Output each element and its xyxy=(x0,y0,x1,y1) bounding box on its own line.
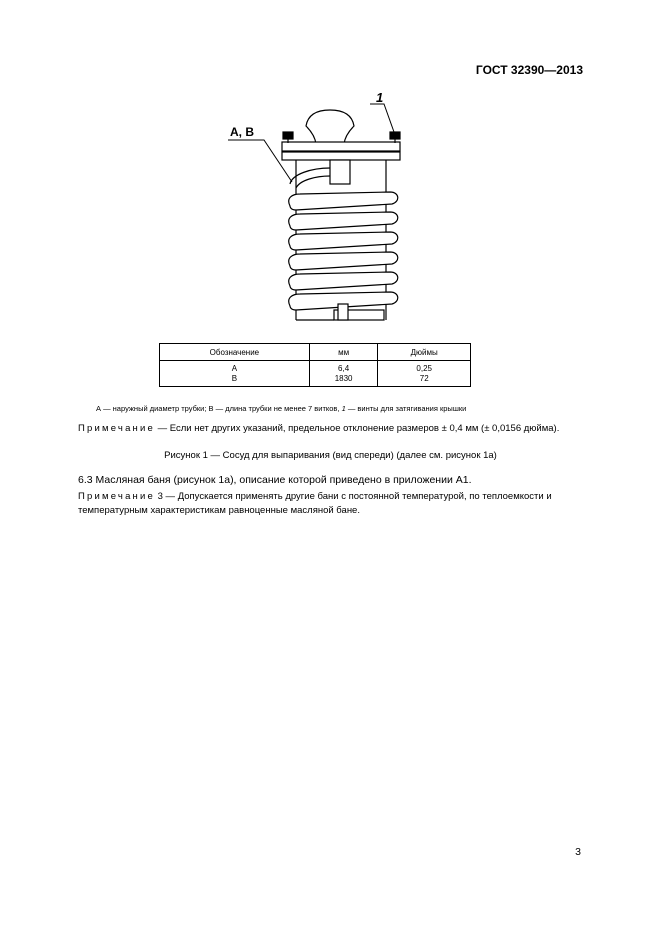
legend-num: 1 xyxy=(341,404,346,413)
legend-part1: А — наружный диаметр трубки; В — длина трубки не менее 7 витков, xyxy=(96,404,342,413)
page-header: ГОСТ 32390—2013 xyxy=(475,63,583,77)
note-3-text: 3 — Допускается применять другие бани с постоянной температурой, по теплоемкости и температурным характеристикам равноценные масляной бане. xyxy=(78,491,552,516)
lid-top-plate xyxy=(282,142,400,151)
coil xyxy=(289,192,398,310)
screw-right xyxy=(390,132,400,139)
mm-b: 1830 xyxy=(334,374,353,383)
table-row xyxy=(160,361,471,387)
designation-a: A xyxy=(231,364,238,373)
callout-1: 1 xyxy=(376,90,384,105)
note-1-label: Примечание xyxy=(78,423,155,434)
note-3 xyxy=(78,490,584,518)
note-1 xyxy=(78,423,559,434)
lid-knob xyxy=(306,110,354,144)
note-1-text: — Если нет других указаний, предельное отклонение размеров ± 0,4 мм (± 0,0156 дюйма). xyxy=(155,423,560,434)
col-mm: мм xyxy=(309,344,378,361)
cell-mm xyxy=(309,361,378,387)
leader-1 xyxy=(370,104,394,132)
screw-left xyxy=(283,132,293,139)
figure-caption: Рисунок 1 — Сосуд для выпаривания (вид спереди) (далее см. рисунок 1а) xyxy=(164,450,497,461)
cell-inches xyxy=(378,361,471,387)
inches-b: 72 xyxy=(419,374,429,383)
dimensions-table xyxy=(159,343,471,387)
col-inches: Дюймы xyxy=(378,344,471,361)
section-6-3: 6.3 Масляная баня (рисунок 1а), описание которой приведено в приложении А1. xyxy=(78,474,472,486)
col-designation: Обозначение xyxy=(160,344,310,361)
note-3-label: Примечание xyxy=(78,491,155,502)
inches-a: 0,25 xyxy=(416,364,432,373)
table-header-row xyxy=(160,344,471,361)
figure-legend xyxy=(96,404,466,413)
callout-ab: A, B xyxy=(230,125,254,139)
designation-b: B xyxy=(231,374,238,383)
center-tube xyxy=(330,160,350,184)
evaporation-vessel-drawing xyxy=(220,88,420,328)
legend-part2: — винты для затягивания крышки xyxy=(345,404,467,413)
cell-designation xyxy=(160,361,310,387)
lid-bottom-plate xyxy=(282,152,400,160)
page-number: 3 xyxy=(575,846,581,858)
mm-a: 6,4 xyxy=(338,364,350,373)
